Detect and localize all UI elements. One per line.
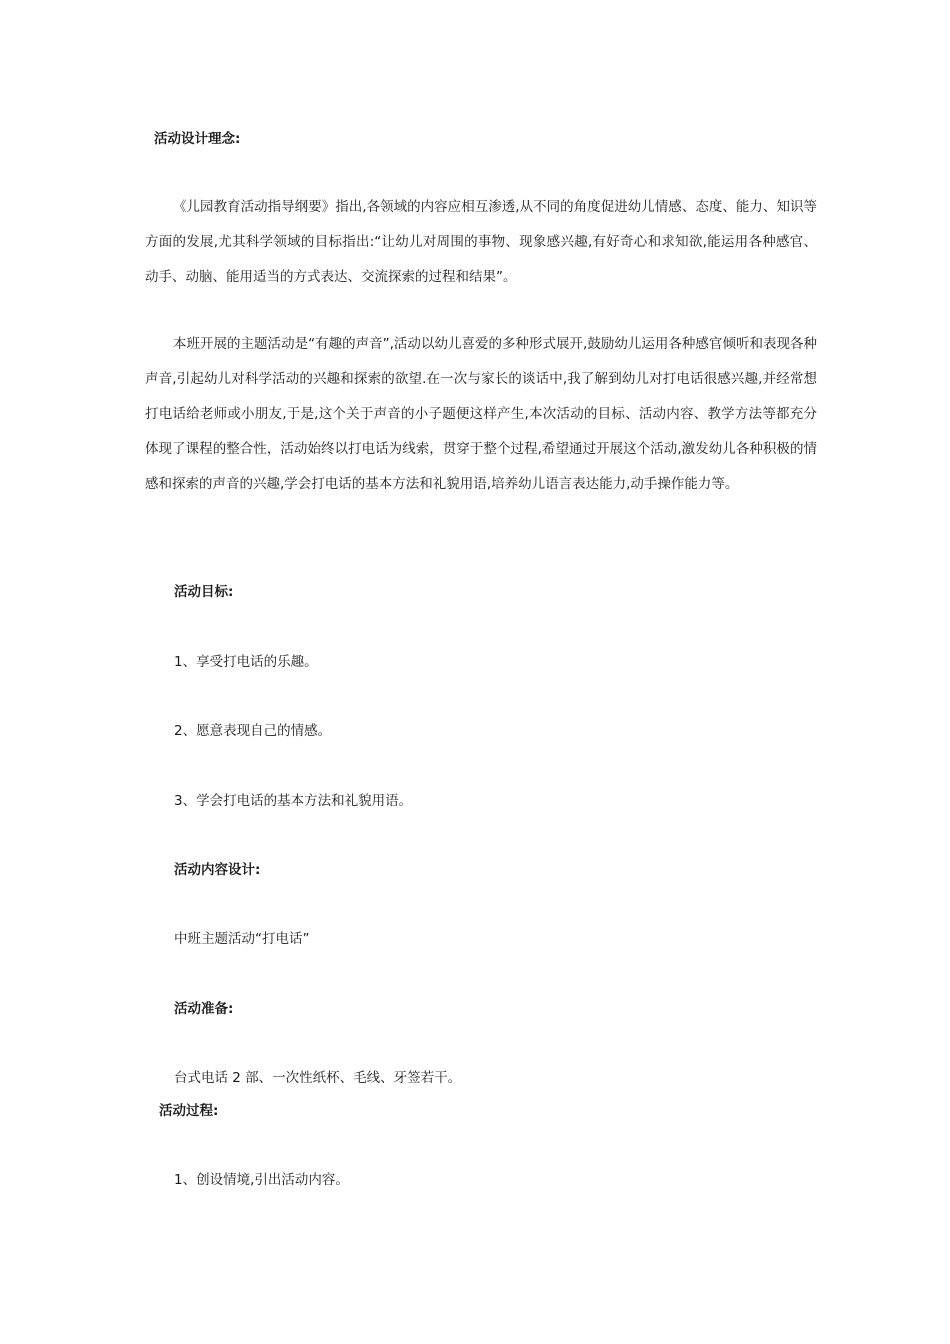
goals-heading: 活动目标: — [174, 584, 234, 600]
content-heading: 活动内容设计: — [174, 862, 261, 878]
process-item-1: 1、创设情境,引出活动内容。 — [174, 1172, 349, 1188]
process-heading: 活动过程: — [159, 1103, 219, 1119]
concept-paragraph-2: 本班开展的主题活动是“有趣的声音”,活动以幼儿喜爱的多种形式展开,鼓励幼儿运用各种感官倾听和表现各种声音,引起幼儿对科学活动的兴趣和探索的欲望.在一次与家长的谈话中,我了解到幼儿对打电话很感兴趣,并经常想打电话给老师或小朋友,于是,这个关于声音的小子题便这样产生,本次活动的目标、活动内容、教学方法等都充分体现了课程的整合性，活动始终以打电话为线索，贯穿于整个过程,希望通过开展这个活动,激发幼儿各种积极的情感和探索的声音的兴趣,学会打电话的基本方法和礼貌用语,培养幼儿语言表达能力,动手操作能力等。 — [145, 336, 817, 492]
goal-item-2: 2、愿意表现自己的情感。 — [174, 723, 332, 739]
concept-paragraph-1: 《儿园教育活动指导纲要》指出,各领域的内容应相互渗透,从不同的角度促进幼儿情感、态度、能力、知识等方面的发展,尤其科学领域的目标指出:“让幼儿对周围的事物、现象感兴趣,有好奇心和求知欲,能运用各种感官、动手、动脑、能用适当的方式表达、交流探索的过程和结果”。 — [145, 199, 817, 285]
content-text: 中班主题活动“打电话” — [174, 931, 310, 947]
prep-text: 台式电话 2 部、一次性纸杯、毛线、牙签若干。 — [174, 1070, 462, 1086]
goal-item-1: 1、享受打电话的乐趣。 — [174, 654, 318, 670]
concept-heading: 活动设计理念: — [154, 131, 241, 147]
prep-heading: 活动准备: — [174, 1001, 234, 1017]
goal-item-3: 3、学会打电话的基本方法和礼貌用语。 — [174, 793, 413, 809]
